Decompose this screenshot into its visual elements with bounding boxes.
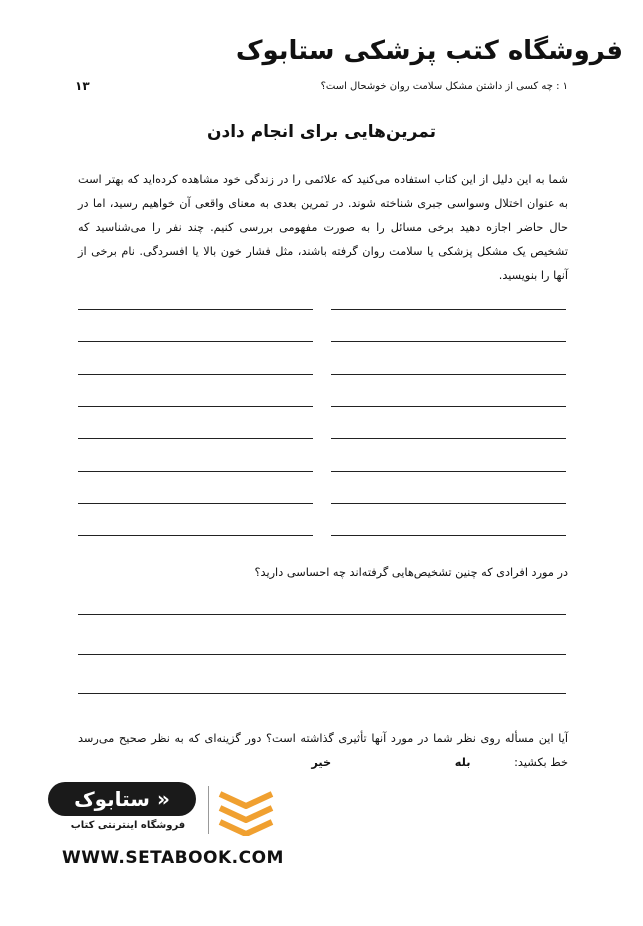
answer-line-left[interactable] bbox=[78, 535, 313, 536]
answer-line-left[interactable] bbox=[78, 341, 313, 342]
answer-line-left[interactable] bbox=[78, 471, 313, 472]
answer-line-right[interactable] bbox=[331, 503, 566, 504]
answer-line[interactable] bbox=[78, 614, 566, 615]
section-title: تمرین‌هایی برای انجام دادن bbox=[206, 122, 436, 142]
setabook-logo bbox=[48, 782, 273, 838]
running-title: ۱ : چه کسی از داشتن مشکل سلامت روان خوشحال است؟ bbox=[320, 80, 568, 92]
answer-line[interactable] bbox=[78, 693, 566, 694]
answer-line-right[interactable] bbox=[331, 438, 566, 439]
answer-line-right[interactable] bbox=[331, 406, 566, 407]
answer-line-left[interactable] bbox=[78, 309, 313, 310]
logo-chevrons-icon: « bbox=[156, 787, 170, 811]
logo-wordmark: « ستابوک bbox=[48, 782, 196, 816]
option-yes[interactable]: بله bbox=[454, 756, 471, 769]
intro-paragraph: شما به این دلیل از این کتاب استفاده می‌کنید که علائمی را در زندگی خود مشاهده کرده‌اید که بهتر است به عنوان اختلال وسواسی جبری شناخته شوند. در تمرین بعدی به معنای واقعی آن خواهیم رسید، اما در حال حاضر اجازه دهید برخی مسائل را به صورت مفهومی بررسی کنیم. چند نفر را می‌شناسید که تشخیص یک مشکل پزشکی یا سلامت روان گرفته باشند، مثل فشار خون بالا یا افسردگی. نام برخی از آنها را بنویسید. bbox=[78, 173, 568, 282]
logo-divider bbox=[208, 786, 209, 834]
answer-line-left[interactable] bbox=[78, 374, 313, 375]
logo-tagline: فروشگاه اینترنتی کتاب bbox=[70, 820, 186, 831]
answer-line-right[interactable] bbox=[331, 341, 566, 342]
question-influence-text: آیا این مسأله روی نظر شما در مورد آنها تأثیری گذاشته است؟ دور گزینه‌ای که به نظر صحیح می‌رسد خط بکشید: bbox=[78, 732, 568, 769]
book-stack-icon bbox=[216, 784, 276, 836]
answer-line-right[interactable] bbox=[331, 535, 566, 536]
answer-line[interactable] bbox=[78, 654, 566, 655]
brand-title: فروشگاه کتب پزشکی ستابوک bbox=[235, 36, 623, 66]
answer-line-right[interactable] bbox=[331, 309, 566, 310]
website-url: WWW.SETABOOK.COM bbox=[62, 848, 284, 868]
answer-line-left[interactable] bbox=[78, 503, 313, 504]
answer-line-right[interactable] bbox=[331, 374, 566, 375]
page-number: ۱۳ bbox=[75, 79, 90, 93]
answer-line-right[interactable] bbox=[331, 471, 566, 472]
option-no[interactable]: خیر bbox=[311, 756, 332, 769]
question-influence bbox=[78, 727, 568, 775]
answer-line-left[interactable] bbox=[78, 438, 313, 439]
answer-line-left[interactable] bbox=[78, 406, 313, 407]
running-header bbox=[75, 79, 568, 93]
question-feelings: در مورد افرادی که چنین تشخیص‌هایی گرفته‌اند چه احساسی دارید؟ bbox=[254, 566, 568, 579]
